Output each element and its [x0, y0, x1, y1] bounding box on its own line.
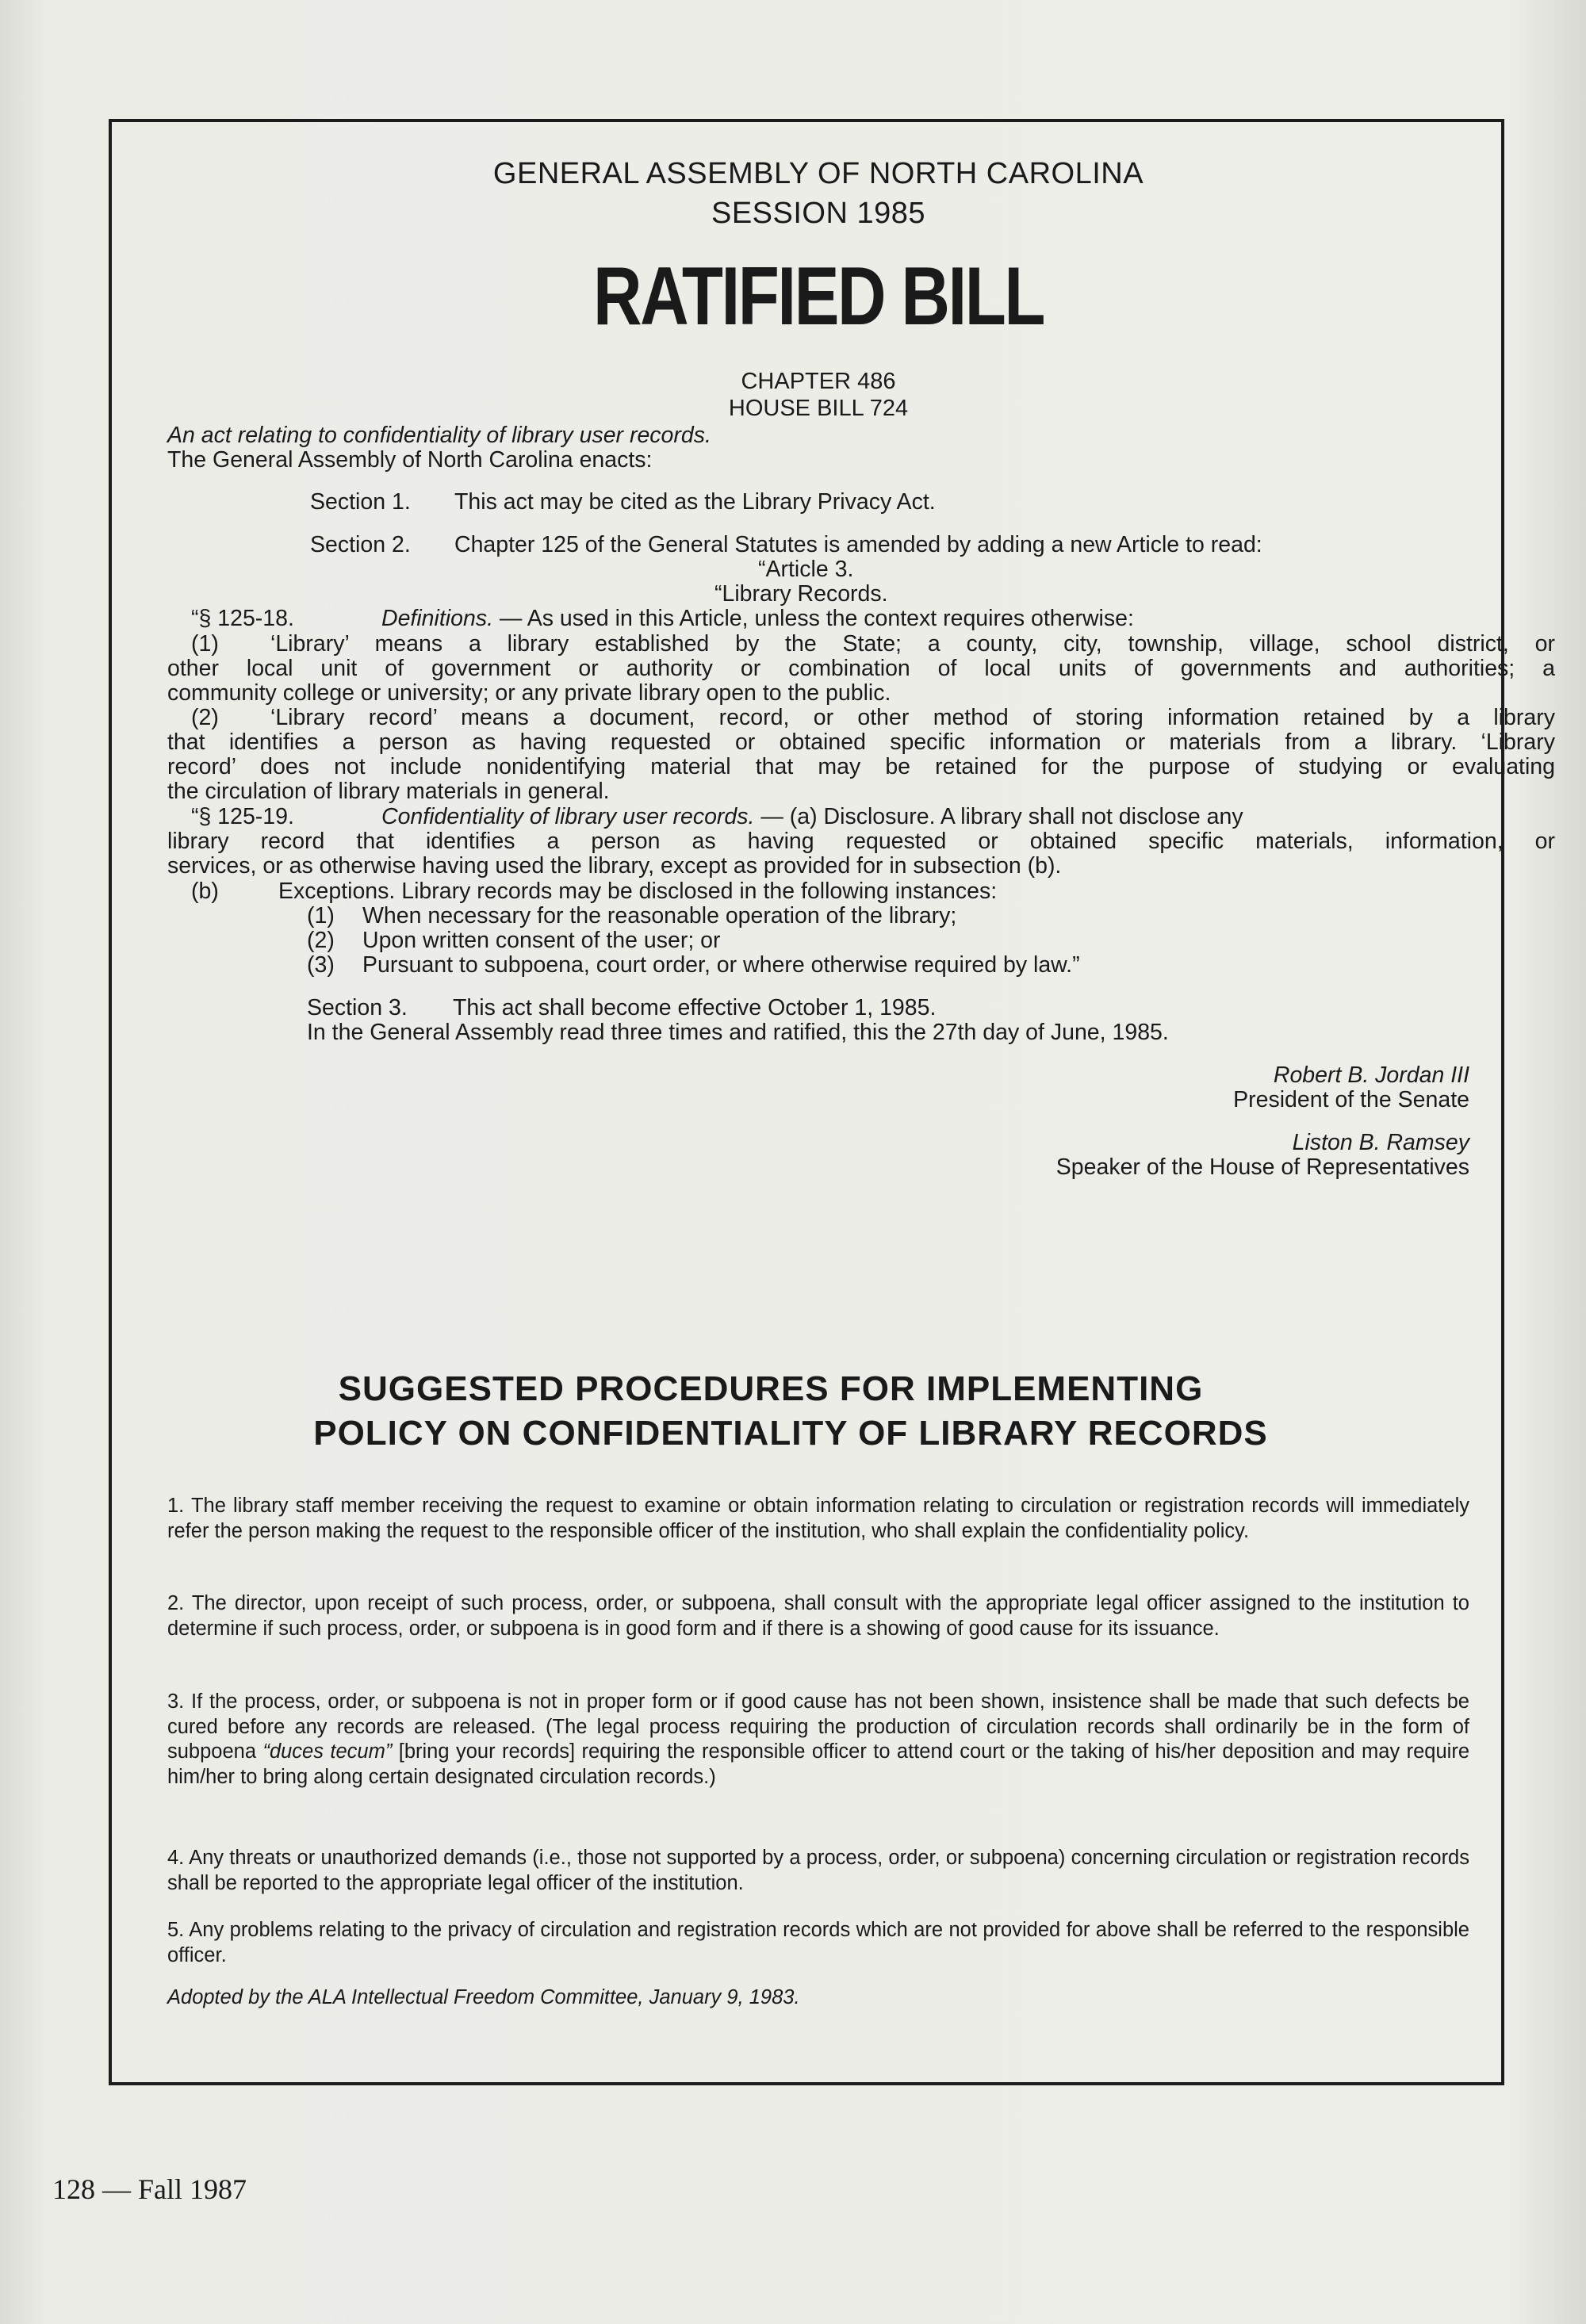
signature-1-name: Robert B. Jordan III — [1273, 1062, 1469, 1088]
definition-2-line: that identifies a person as having requested or obtained specific information or materials from a library. ‘Library — [167, 729, 1555, 755]
procedures-title-line-1: SUGGESTED PROCEDURES FOR IMPLEMENTING — [338, 1369, 1204, 1408]
procedure-2: 2. The director, upon receipt of such process, order, or subpoena, shall consult with the appropriate legal officer assigned to the institution to determine if such process, order, or subpoena is in good form and if there is a showing of good cause for its issuance. — [167, 1592, 1469, 1640]
definition-1-line: other local unit of government or authority or combination of local units of governments and authorities; a — [167, 656, 1555, 681]
page-folio: 128 — Fall 1987 — [52, 2173, 247, 2205]
section-125-19-label: “§ 125-19. — [191, 804, 294, 829]
definition-2-line: ‘Library record’ means a document, record, or other method of storing information retained by a library — [270, 705, 1555, 730]
exception-3-number: (3) — [307, 952, 335, 978]
procedure-1: 1. The library staff member receiving the request to examine or obtain information relating to circulation or registration records will immediately refer the person making the request to the responsible officer of the institution, who shall explain the confidentiality policy. — [167, 1495, 1469, 1542]
definition-1-number: (1) — [191, 631, 219, 657]
exceptions-text: Exceptions. Library records may be disclosed in the following instances: — [278, 879, 998, 904]
section-125-18-label: “§ 125-18. — [191, 606, 294, 631]
section-1-text: This act may be cited as the Library Privacy Act. — [454, 489, 936, 515]
adopted-note: Adopted by the ALA Intellectual Freedom Committee, January 9, 1983. — [167, 1986, 800, 2008]
section-125-19-line: library record that identifies a person as having requested or obtained specific materials, information, or — [167, 829, 1555, 854]
definition-2-line: record’ does not include nonidentifying material that may be retained for the purpose of studying or evaluating — [167, 754, 1555, 779]
act-title: An act relating to confidentiality of library user records. — [167, 423, 711, 448]
enacts-line: The General Assembly of North Carolina enacts: — [167, 447, 653, 473]
confidentiality-heading: Confidentiality of library user records. — [381, 804, 755, 829]
definition-1-line: ‘Library’ means a library established by the State; a county, city, township, village, school district, or — [270, 631, 1555, 657]
section-3-label: Section 3. — [307, 995, 408, 1020]
article-number: “Article 3. — [758, 557, 854, 582]
section-125-19-line — [381, 805, 1243, 830]
procedures-title-line-2: POLICY ON CONFIDENTIALITY OF LIBRARY RECORDS — [313, 1414, 1268, 1453]
assembly-heading: GENERAL ASSEMBLY OF NORTH CAROLINA — [492, 157, 1144, 190]
chapter-number: CHAPTER 486 — [741, 369, 896, 394]
procedure-3 — [167, 1690, 1469, 1790]
definitions-intro: — As used in this Article, unless the context requires otherwise: — [499, 606, 1134, 631]
section-125-18-line — [381, 607, 1134, 632]
definition-2-number: (2) — [191, 705, 219, 730]
signature-2-title: Speaker of the House of Representatives — [1055, 1154, 1469, 1180]
house-bill-number: HOUSE BILL 724 — [728, 396, 909, 421]
exception-3-text: Pursuant to subpoena, court order, or where otherwise required by law.” — [362, 952, 1080, 978]
section-3-text: This act shall become effective October 1, 1985. — [453, 995, 937, 1020]
section-125-19-line: services, or as otherwise having used the library, except as provided for in subsection (b). — [167, 853, 1062, 879]
exception-2-number: (2) — [307, 928, 335, 953]
duces-tecum-term: “duces tecum” — [262, 1740, 393, 1763]
procedure-3-text: 3. If the process, order, or subpoena is not in proper form or if good cause has not been shown, insistence shall be made that such defects be cured before any records are released. (The legal process requiring the production of circulation records shall ordinarily be in the form of subpoena — [167, 1690, 1469, 1763]
section-2-label: Section 2. — [310, 532, 411, 557]
document-frame — [109, 119, 1555, 2085]
definitions-heading: Definitions. — [381, 606, 493, 631]
exception-1-number: (1) — [307, 903, 335, 928]
section-1-label: Section 1. — [310, 489, 411, 515]
ratified-line: In the General Assembly read three times and ratified, this the 27th day of June, 1985. — [307, 1020, 1169, 1045]
definition-2-line: the circulation of library materials in general. — [167, 779, 610, 804]
procedure-4: 4. Any threats or unauthorized demands (i.e., those not supported by a process, order, or subpoena) concerning circulation or registration records shall be reported to the appropriate legal officer of the institution. — [167, 1847, 1469, 1894]
exception-1-text: When necessary for the reasonable operation of the library; — [362, 903, 957, 928]
signature-1-title: President of the Senate — [1233, 1087, 1469, 1112]
section-2-text: Chapter 125 of the General Statutes is amended by adding a new Article to read: — [454, 532, 1262, 557]
article-title: “Library Records. — [714, 581, 888, 607]
ratified-bill-title: RATIFIED BILL — [592, 251, 1044, 343]
session-heading: SESSION 1985 — [711, 197, 926, 230]
exception-2-text: Upon written consent of the user; or — [362, 928, 721, 953]
disclosure-text: — (a) Disclosure. A library shall not disclose any — [760, 804, 1243, 829]
procedure-3-text-end: [bring your records] requiring the responsible officer to attend court or the taking of his/her deposition and may require him/her to bring along certain designated circulation records.) — [167, 1740, 1470, 1788]
exceptions-label: (b) — [191, 879, 219, 904]
definition-1-line: community college or university; or any private library open to the public. — [167, 680, 891, 706]
procedure-5: 5. Any problems relating to the privacy of circulation and registration records which are not provided for above shall be referred to the responsible officer. — [167, 1919, 1469, 1966]
signature-2-name: Liston B. Ramsey — [1292, 1130, 1469, 1155]
